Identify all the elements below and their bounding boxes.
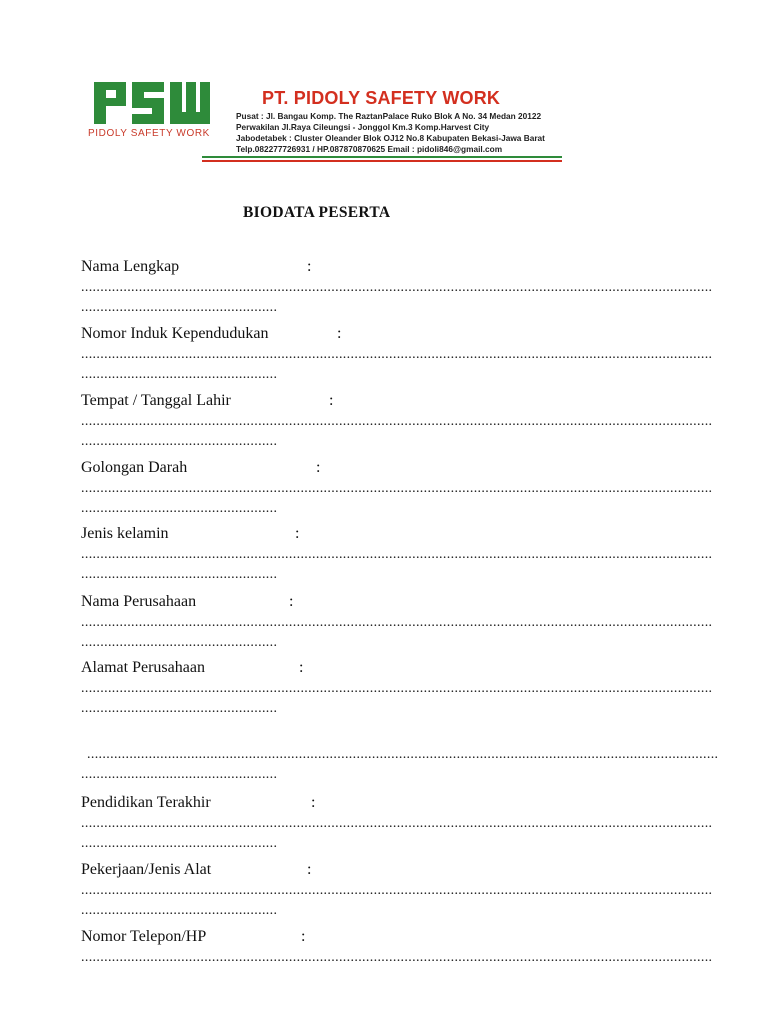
field-label: Nomor Telepon/HP	[81, 928, 207, 945]
field-label: Pendidikan Terakhir	[81, 794, 211, 811]
field-colon: :	[289, 593, 294, 610]
fill-line[interactable]: ...................................................	[81, 367, 278, 382]
fill-line[interactable]: ...................................................	[81, 300, 278, 315]
fill-line[interactable]: ....................................................................................................................................................................	[81, 280, 713, 295]
fill-line[interactable]: ....................................................................................................................................................................	[81, 481, 713, 496]
field-label: Nomor Induk Kependudukan	[81, 325, 269, 342]
fill-line[interactable]: ....................................................................................................................................................................	[81, 816, 713, 831]
fill-line[interactable]: ....................................................................................................................................................................	[81, 414, 713, 429]
fill-line[interactable]: ...................................................	[81, 434, 278, 449]
fill-line[interactable]: ...................................................	[81, 767, 278, 782]
field-label: Nama Lengkap	[81, 258, 180, 275]
field-label: Golongan Darah	[81, 459, 188, 476]
field-nama-perusahaan	[81, 593, 713, 653]
address-line-head-office: Pusat : Jl. Bangau Komp. The RaztanPalace Ruko Blok A No. 34 Medan 20122	[236, 111, 542, 121]
fill-line[interactable]: ...................................................	[81, 567, 278, 582]
letterhead-red-rule	[202, 160, 562, 162]
field-colon: :	[316, 459, 321, 476]
company-logo	[86, 76, 221, 148]
field-nomor-induk-kependudukan	[81, 325, 713, 385]
fill-line[interactable]: ...................................................	[81, 903, 278, 918]
field-colon: :	[337, 325, 342, 342]
logo-subtitle: PIDOLY SAFETY WORK	[88, 128, 210, 139]
fill-line[interactable]: ....................................................................................................................................................................	[81, 883, 713, 898]
field-label: Jenis kelamin	[81, 525, 169, 542]
document-title: BIODATA PESERTA	[243, 204, 391, 221]
letterhead-green-rule	[202, 156, 562, 158]
field-pendidikan-terakhir	[81, 794, 713, 854]
field-colon: :	[307, 258, 312, 275]
fill-line[interactable]: ....................................................................................................................................................................	[87, 747, 719, 762]
fill-line[interactable]: ...................................................	[81, 635, 278, 650]
field-colon: :	[329, 392, 334, 409]
fill-line[interactable]: ...................................................	[81, 836, 278, 851]
address-line-jabodetabek: Jabodetabek : Cluster Oleander Blok OJ12 No.8 Kabupaten Bekasi-Jawa Barat	[236, 133, 545, 143]
field-tempat-tanggal-lahir	[81, 392, 713, 452]
field-nama-lengkap	[81, 258, 713, 318]
field-colon: :	[311, 794, 316, 811]
fill-line[interactable]: ....................................................................................................................................................................	[81, 681, 713, 696]
field-label: Alamat Perusahaan	[81, 659, 205, 676]
fill-line[interactable]: ...................................................	[81, 501, 278, 516]
fill-line[interactable]: ....................................................................................................................................................................	[81, 547, 713, 562]
fill-line[interactable]: ....................................................................................................................................................................	[81, 347, 713, 362]
field-colon: :	[299, 659, 304, 676]
field-colon: :	[307, 861, 312, 878]
letterhead	[86, 76, 566, 168]
field-alamat-perusahaan	[81, 659, 719, 785]
psw-logo-mark	[92, 80, 210, 126]
fill-line[interactable]: ....................................................................................................................................................................	[81, 615, 713, 630]
field-pekerjaan-jenis-alat	[81, 861, 713, 921]
field-label: Pekerjaan/Jenis Alat	[81, 861, 212, 878]
field-label: Tempat / Tanggal Lahir	[81, 392, 231, 409]
company-name: PT. PIDOLY SAFETY WORK	[262, 88, 501, 108]
fill-line[interactable]: ....................................................................................................................................................................	[81, 950, 713, 965]
contact-line: Telp.082277726931 / HP.087870870625 Email : pidoli846@gmail.com	[236, 144, 503, 154]
field-golongan-darah	[81, 459, 713, 519]
field-nomor-telepon-hp	[81, 928, 713, 968]
field-label: Nama Perusahaan	[81, 593, 197, 610]
address-line-representative: Perwakilan Jl.Raya Cileungsi - Jonggol Km.3 Komp.Harvest City	[236, 122, 490, 132]
field-colon: :	[295, 525, 300, 542]
fill-line[interactable]: ...................................................	[81, 701, 278, 716]
field-colon: :	[301, 928, 306, 945]
field-jenis-kelamin	[81, 525, 713, 585]
